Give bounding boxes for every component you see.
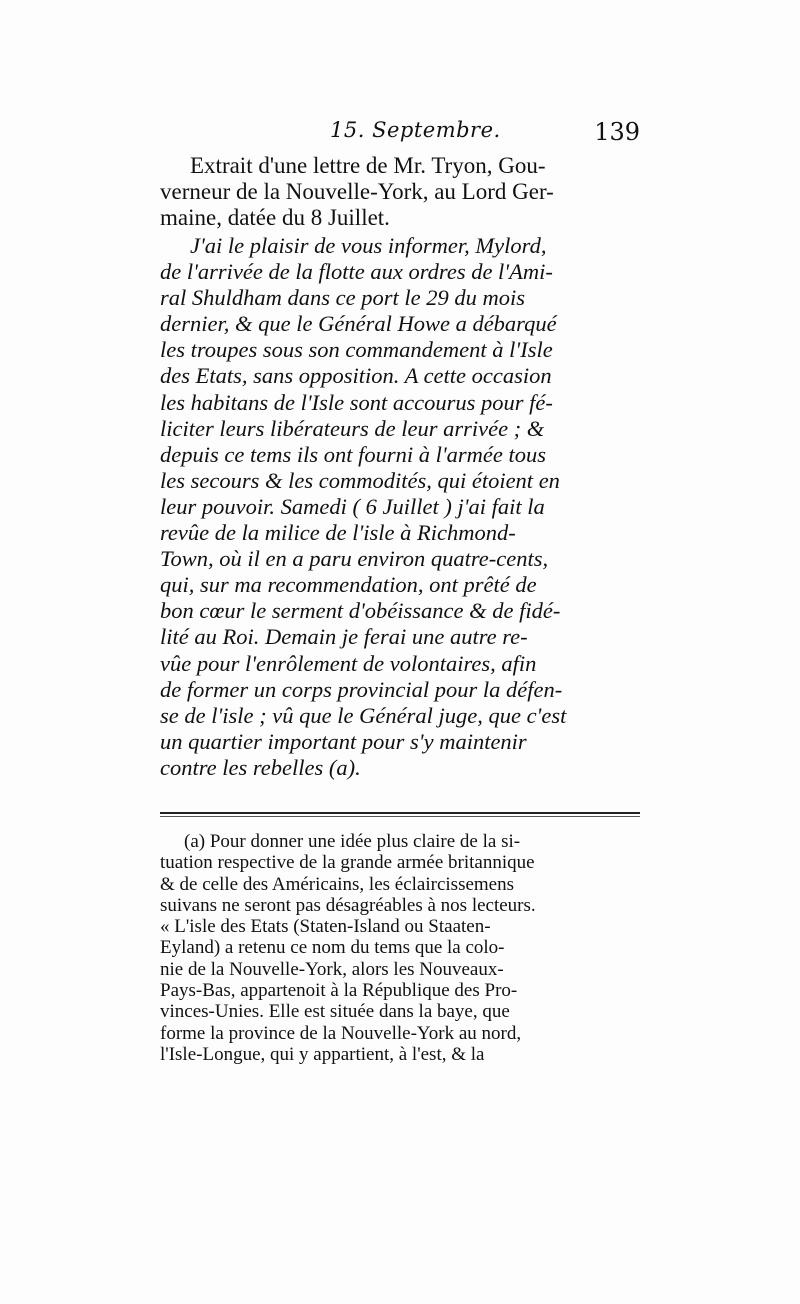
body-line: revûe de la milice de l'isle à Richmond- [160,520,516,546]
body-line: ral Shuldham dans ce port le 29 du mois [160,285,525,311]
body-line: contre les rebelles (a). [160,754,361,780]
body-line: les habitans de l'Isle sont accourus pour fé- [160,389,553,415]
footnote-line: Eyland) a retenu ce nom du tems que la colo- [160,937,505,959]
letter-heading [160,153,640,231]
page-number: 139 [594,118,640,146]
running-head: 15. Septembre. [330,118,501,142]
footnote-line: (a) Pour donner une idée plus claire de la si- [184,831,521,852]
body-line: dernier, & que le Général Howe a débarqué [160,311,557,337]
page-header [160,118,640,148]
body-line: leur pouvoir. Samedi ( 6 Juillet ) j'ai fait la [160,493,545,519]
heading-line: verneur de la Nouvelle-York, au Lord Ger- [160,179,554,204]
body-line: les secours & les commodités, qui étoient en [160,467,560,493]
letter-body [160,233,640,781]
body-line: se de l'isle ; vû que le Général juge, que c'est [160,702,567,728]
body-line: liciter leurs libérateurs de leur arrivée ; & [160,415,545,441]
footnote-divider [160,812,640,814]
heading-line: maine, datée du 8 Juillet. [160,205,390,230]
footnote-line: vinces-Unies. Elle est située dans la baye, que [160,1001,510,1023]
body-line: les troupes sous son commandement à l'Isle [160,337,553,363]
footnote-line: suivans ne seront pas désagréables à nos lecteurs. [160,894,536,916]
footnote-line: forme la province de la Nouvelle-York au nord, [160,1022,522,1044]
footnote-line: nie de la Nouvelle-York, alors les Nouveaux- [160,958,504,980]
footnote-divider-thin [160,816,640,817]
heading-line: Extrait d'une lettre de Mr. Tryon, Gou- [190,153,546,178]
body-line: de l'arrivée de la flotte aux ordres de l'Ami- [160,259,553,285]
footnote-line: & de celle des Américains, les éclaircissemens [160,873,515,895]
body-line: des Etats, sans opposition. A cette occasion [160,363,552,389]
body-line: lité au Roi. Demain je ferai une autre re- [160,624,528,650]
body-line: J'ai le plaisir de vous informer, Mylord, [190,233,547,258]
footnote-line: Pays-Bas, appartenoit à la République des Pro- [160,980,518,1002]
body-line: vûe pour l'enrôlement de volontaires, afin [160,650,537,676]
footnote [160,831,640,1065]
body-line: Town, où il en a paru environ quatre-cents, [160,546,549,572]
footnote-line: « L'isle des Etats (Staten-Island ou Staaten- [160,916,491,938]
footnote-line: l'Isle-Longue, qui y appartient, à l'est, & la [160,1043,485,1065]
body-line: bon cœur le serment d'obéissance & de fidé- [160,598,561,624]
body-line: qui, sur ma recommendation, ont prêté de [160,572,537,598]
body-line: de former un corps provincial pour la défen- [160,676,563,702]
footnote-line: tuation respective de la grande armée britannique [160,852,535,874]
body-line: un quartier important pour s'y maintenir [160,728,527,754]
body-line: depuis ce tems ils ont fourni à l'armée tous [160,441,547,467]
